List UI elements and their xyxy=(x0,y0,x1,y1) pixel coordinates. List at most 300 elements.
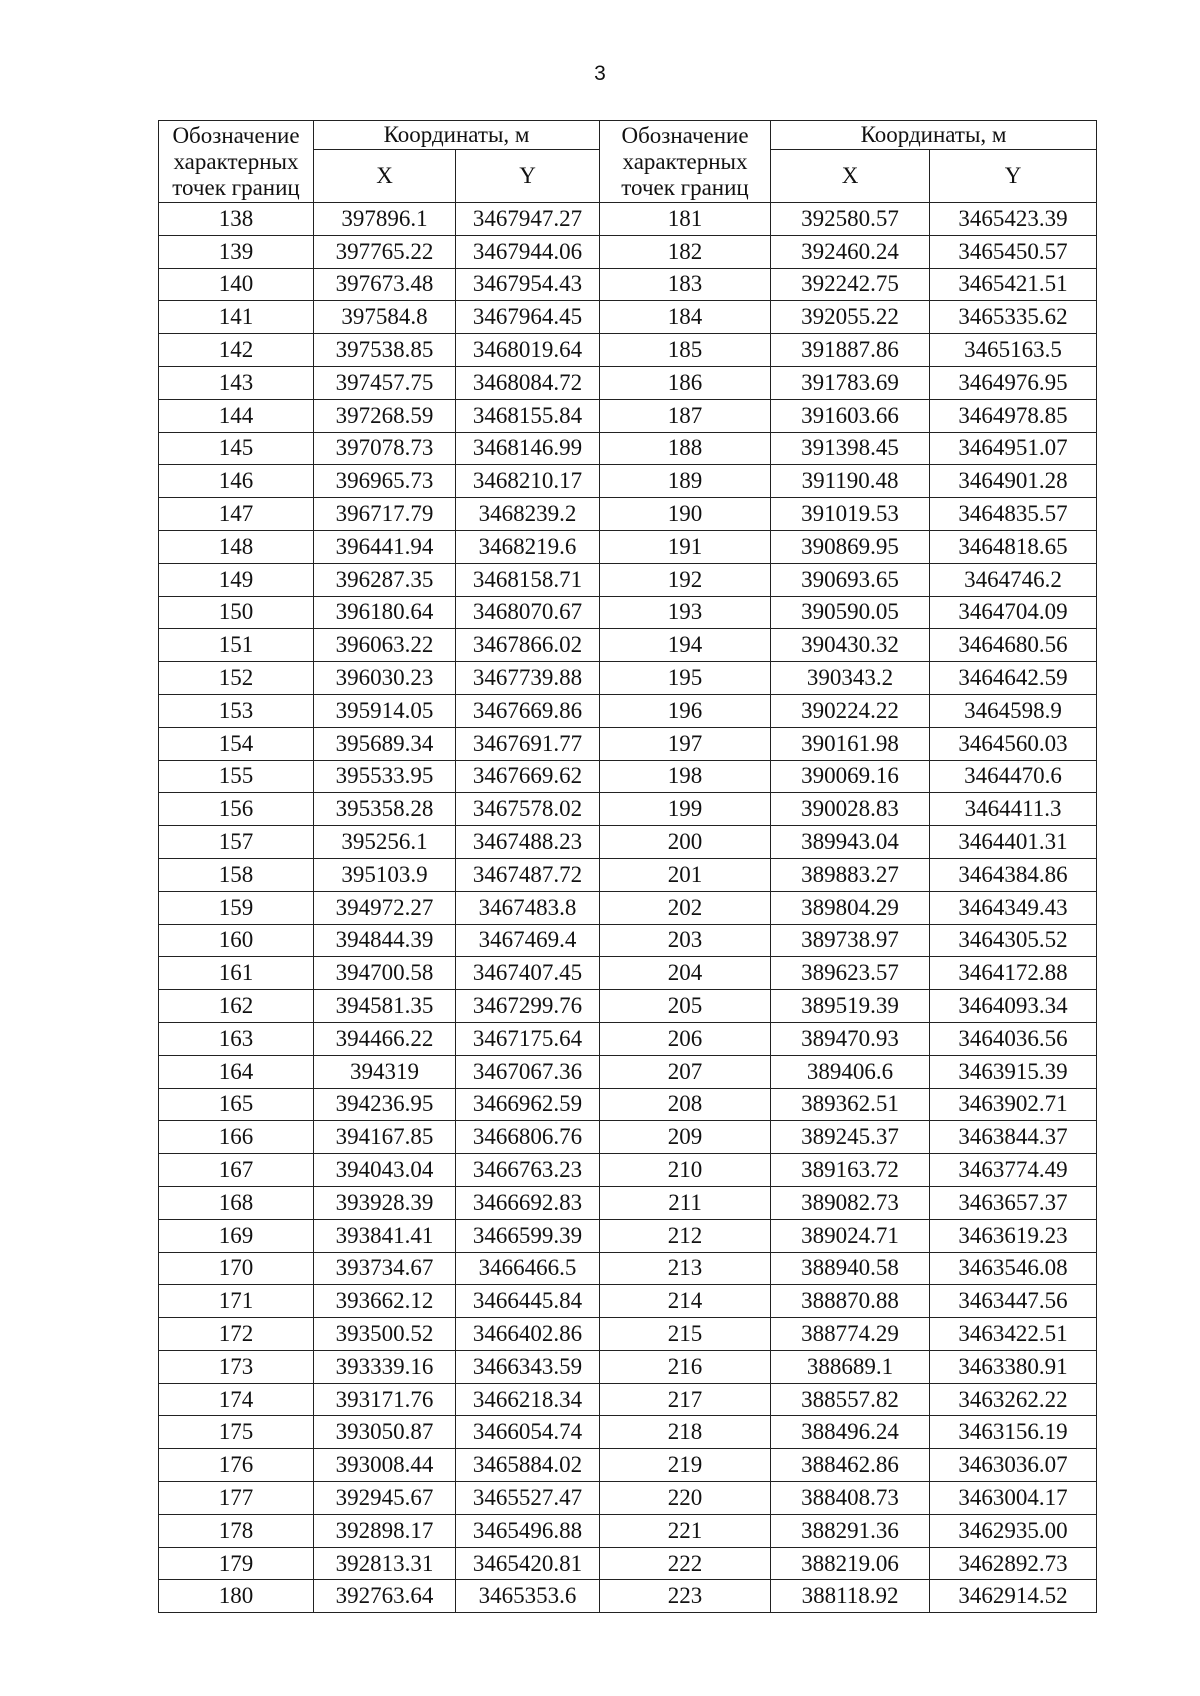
x-value-left: 393500.52 xyxy=(314,1318,456,1351)
point-id-left: 151 xyxy=(159,629,314,662)
table-header xyxy=(159,121,1097,203)
y-value-right: 3464642.59 xyxy=(930,662,1097,695)
x-value-right: 391398.45 xyxy=(771,432,930,465)
x-value-right: 388940.58 xyxy=(771,1252,930,1285)
x-value-right: 389362.51 xyxy=(771,1088,930,1121)
y-value-right: 3464470.6 xyxy=(930,760,1097,793)
table-row xyxy=(159,530,1097,563)
x-value-left: 396063.22 xyxy=(314,629,456,662)
point-id-right: 196 xyxy=(600,694,771,727)
y-value-left: 3465420.81 xyxy=(456,1547,600,1580)
x-value-left: 392898.17 xyxy=(314,1514,456,1547)
y-value-left: 3467578.02 xyxy=(456,793,600,826)
x-value-right: 392460.24 xyxy=(771,235,930,268)
point-id-left: 174 xyxy=(159,1383,314,1416)
x-value-left: 394043.04 xyxy=(314,1154,456,1187)
point-id-right: 209 xyxy=(600,1121,771,1154)
y-value-right: 3464401.31 xyxy=(930,826,1097,859)
table-row xyxy=(159,399,1097,432)
point-id-left: 153 xyxy=(159,694,314,727)
y-value-left: 3467669.62 xyxy=(456,760,600,793)
point-label-header-right: Обозначение характерных точек границ xyxy=(600,121,771,203)
table-row xyxy=(159,990,1097,1023)
point-id-left: 168 xyxy=(159,1186,314,1219)
y-value-right: 3462935.00 xyxy=(930,1514,1097,1547)
x-value-right: 390869.95 xyxy=(771,530,930,563)
point-id-left: 166 xyxy=(159,1121,314,1154)
x-value-right: 390069.16 xyxy=(771,760,930,793)
table-row xyxy=(159,1219,1097,1252)
point-id-left: 173 xyxy=(159,1350,314,1383)
x-value-right: 390590.05 xyxy=(771,596,930,629)
x-value-right: 389245.37 xyxy=(771,1121,930,1154)
x-value-right: 388118.92 xyxy=(771,1580,930,1613)
x-value-left: 397896.1 xyxy=(314,203,456,236)
y-value-left: 3467669.86 xyxy=(456,694,600,727)
table-row xyxy=(159,1022,1097,1055)
point-id-left: 160 xyxy=(159,924,314,957)
y-value-right: 3463844.37 xyxy=(930,1121,1097,1154)
y-value-right: 3463774.49 xyxy=(930,1154,1097,1187)
y-value-left: 3465884.02 xyxy=(456,1449,600,1482)
x-header-right: X xyxy=(771,150,930,203)
y-value-left: 3467487.72 xyxy=(456,858,600,891)
y-value-right: 3464901.28 xyxy=(930,465,1097,498)
y-value-right: 3465335.62 xyxy=(930,301,1097,334)
point-id-right: 183 xyxy=(600,268,771,301)
y-value-right: 3464093.34 xyxy=(930,990,1097,1023)
y-value-left: 3468155.84 xyxy=(456,399,600,432)
point-id-right: 192 xyxy=(600,563,771,596)
point-id-left: 144 xyxy=(159,399,314,432)
point-id-left: 156 xyxy=(159,793,314,826)
y-value-right: 3465423.39 xyxy=(930,203,1097,236)
table-row xyxy=(159,793,1097,826)
point-id-right: 219 xyxy=(600,1449,771,1482)
point-id-right: 211 xyxy=(600,1186,771,1219)
table-row xyxy=(159,1514,1097,1547)
table-row xyxy=(159,957,1097,990)
point-id-right: 215 xyxy=(600,1318,771,1351)
y-value-right: 3464978.85 xyxy=(930,399,1097,432)
y-value-right: 3463422.51 xyxy=(930,1318,1097,1351)
y-value-right: 3463380.91 xyxy=(930,1350,1097,1383)
y-value-left: 3467964.45 xyxy=(456,301,600,334)
y-header-right: Y xyxy=(930,150,1097,203)
x-header-left: X xyxy=(314,150,456,203)
y-header-left: Y xyxy=(456,150,600,203)
y-value-left: 3467067.36 xyxy=(456,1055,600,1088)
point-id-right: 190 xyxy=(600,498,771,531)
point-id-left: 167 xyxy=(159,1154,314,1187)
y-value-left: 3466599.39 xyxy=(456,1219,600,1252)
point-id-right: 216 xyxy=(600,1350,771,1383)
y-value-left: 3468084.72 xyxy=(456,366,600,399)
x-value-left: 394319 xyxy=(314,1055,456,1088)
point-id-right: 223 xyxy=(600,1580,771,1613)
x-value-left: 396180.64 xyxy=(314,596,456,629)
table-row xyxy=(159,1482,1097,1515)
point-id-right: 221 xyxy=(600,1514,771,1547)
y-value-right: 3462914.52 xyxy=(930,1580,1097,1613)
point-id-left: 143 xyxy=(159,366,314,399)
y-value-left: 3466962.59 xyxy=(456,1088,600,1121)
y-value-right: 3463902.71 xyxy=(930,1088,1097,1121)
y-value-right: 3464172.88 xyxy=(930,957,1097,990)
y-value-left: 3465527.47 xyxy=(456,1482,600,1515)
y-value-left: 3467739.88 xyxy=(456,662,600,695)
y-value-left: 3466445.84 xyxy=(456,1285,600,1318)
point-id-right: 185 xyxy=(600,334,771,367)
y-value-left: 3467691.77 xyxy=(456,727,600,760)
table-row xyxy=(159,366,1097,399)
y-value-left: 3467175.64 xyxy=(456,1022,600,1055)
y-value-right: 3464746.2 xyxy=(930,563,1097,596)
x-value-left: 395533.95 xyxy=(314,760,456,793)
point-id-left: 146 xyxy=(159,465,314,498)
x-value-left: 396717.79 xyxy=(314,498,456,531)
point-id-right: 194 xyxy=(600,629,771,662)
x-value-right: 389943.04 xyxy=(771,826,930,859)
y-value-right: 3464349.43 xyxy=(930,891,1097,924)
x-value-left: 393050.87 xyxy=(314,1416,456,1449)
table-row xyxy=(159,1350,1097,1383)
point-id-right: 191 xyxy=(600,530,771,563)
y-value-right: 3465421.51 xyxy=(930,268,1097,301)
point-id-left: 163 xyxy=(159,1022,314,1055)
point-id-left: 139 xyxy=(159,235,314,268)
point-id-right: 205 xyxy=(600,990,771,1023)
x-value-right: 388557.82 xyxy=(771,1383,930,1416)
x-value-right: 392242.75 xyxy=(771,268,930,301)
point-id-left: 155 xyxy=(159,760,314,793)
table-row xyxy=(159,268,1097,301)
point-id-left: 164 xyxy=(159,1055,314,1088)
y-value-left: 3467407.45 xyxy=(456,957,600,990)
x-value-left: 394844.39 xyxy=(314,924,456,957)
y-value-right: 3464036.56 xyxy=(930,1022,1097,1055)
point-id-right: 181 xyxy=(600,203,771,236)
table-row xyxy=(159,760,1097,793)
x-value-right: 392055.22 xyxy=(771,301,930,334)
point-id-left: 175 xyxy=(159,1416,314,1449)
point-id-left: 171 xyxy=(159,1285,314,1318)
table-row xyxy=(159,858,1097,891)
y-value-right: 3464305.52 xyxy=(930,924,1097,957)
point-id-left: 158 xyxy=(159,858,314,891)
x-value-left: 397673.48 xyxy=(314,268,456,301)
point-id-left: 141 xyxy=(159,301,314,334)
x-value-left: 393841.41 xyxy=(314,1219,456,1252)
y-value-right: 3464384.86 xyxy=(930,858,1097,891)
point-id-left: 140 xyxy=(159,268,314,301)
y-value-right: 3464818.65 xyxy=(930,530,1097,563)
y-value-left: 3466466.5 xyxy=(456,1252,600,1285)
y-value-left: 3467488.23 xyxy=(456,826,600,859)
x-value-right: 389804.29 xyxy=(771,891,930,924)
point-id-right: 206 xyxy=(600,1022,771,1055)
point-id-right: 208 xyxy=(600,1088,771,1121)
x-value-left: 397538.85 xyxy=(314,334,456,367)
x-value-left: 394700.58 xyxy=(314,957,456,990)
point-id-right: 199 xyxy=(600,793,771,826)
point-id-left: 138 xyxy=(159,203,314,236)
y-value-left: 3466343.59 xyxy=(456,1350,600,1383)
y-value-right: 3464411.3 xyxy=(930,793,1097,826)
x-value-left: 397765.22 xyxy=(314,235,456,268)
x-value-right: 388774.29 xyxy=(771,1318,930,1351)
point-id-left: 177 xyxy=(159,1482,314,1515)
table-row xyxy=(159,662,1097,695)
y-value-left: 3467299.76 xyxy=(456,990,600,1023)
table-row xyxy=(159,1547,1097,1580)
y-value-left: 3468019.64 xyxy=(456,334,600,367)
x-value-right: 392580.57 xyxy=(771,203,930,236)
x-value-left: 395689.34 xyxy=(314,727,456,760)
y-value-left: 3467483.8 xyxy=(456,891,600,924)
table-row xyxy=(159,498,1097,531)
x-value-left: 394236.95 xyxy=(314,1088,456,1121)
y-value-left: 3468239.2 xyxy=(456,498,600,531)
point-id-left: 149 xyxy=(159,563,314,596)
point-id-right: 213 xyxy=(600,1252,771,1285)
y-value-left: 3466806.76 xyxy=(456,1121,600,1154)
point-id-right: 193 xyxy=(600,596,771,629)
coords-header-left: Координаты, м xyxy=(314,121,600,150)
x-value-right: 389024.71 xyxy=(771,1219,930,1252)
y-value-right: 3465163.5 xyxy=(930,334,1097,367)
x-value-right: 391783.69 xyxy=(771,366,930,399)
point-id-right: 184 xyxy=(600,301,771,334)
point-id-left: 142 xyxy=(159,334,314,367)
x-value-left: 393928.39 xyxy=(314,1186,456,1219)
point-id-right: 207 xyxy=(600,1055,771,1088)
x-value-right: 390430.32 xyxy=(771,629,930,662)
x-value-right: 391887.86 xyxy=(771,334,930,367)
x-value-right: 389519.39 xyxy=(771,990,930,1023)
point-id-right: 212 xyxy=(600,1219,771,1252)
point-id-right: 198 xyxy=(600,760,771,793)
y-value-left: 3468146.99 xyxy=(456,432,600,465)
y-value-right: 3463156.19 xyxy=(930,1416,1097,1449)
point-id-left: 165 xyxy=(159,1088,314,1121)
table-row xyxy=(159,1088,1097,1121)
table-row xyxy=(159,629,1097,662)
point-id-right: 200 xyxy=(600,826,771,859)
x-value-right: 389470.93 xyxy=(771,1022,930,1055)
x-value-left: 397457.75 xyxy=(314,366,456,399)
y-value-right: 3463262.22 xyxy=(930,1383,1097,1416)
point-id-right: 188 xyxy=(600,432,771,465)
y-value-left: 3466763.23 xyxy=(456,1154,600,1187)
point-id-left: 150 xyxy=(159,596,314,629)
x-value-right: 388462.86 xyxy=(771,1449,930,1482)
point-id-right: 187 xyxy=(600,399,771,432)
point-id-right: 214 xyxy=(600,1285,771,1318)
point-id-left: 170 xyxy=(159,1252,314,1285)
x-value-right: 390028.83 xyxy=(771,793,930,826)
point-id-left: 162 xyxy=(159,990,314,1023)
x-value-left: 393171.76 xyxy=(314,1383,456,1416)
table-row xyxy=(159,1318,1097,1351)
x-value-right: 390161.98 xyxy=(771,727,930,760)
x-value-right: 389623.57 xyxy=(771,957,930,990)
x-value-right: 389406.6 xyxy=(771,1055,930,1088)
table-row xyxy=(159,727,1097,760)
y-value-left: 3468219.6 xyxy=(456,530,600,563)
table-row xyxy=(159,1449,1097,1482)
x-value-right: 390693.65 xyxy=(771,563,930,596)
y-value-right: 3464598.9 xyxy=(930,694,1097,727)
x-value-right: 388219.06 xyxy=(771,1547,930,1580)
x-value-left: 396441.94 xyxy=(314,530,456,563)
y-value-left: 3468158.71 xyxy=(456,563,600,596)
point-id-left: 152 xyxy=(159,662,314,695)
y-value-right: 3464704.09 xyxy=(930,596,1097,629)
y-value-right: 3464560.03 xyxy=(930,727,1097,760)
y-value-right: 3463915.39 xyxy=(930,1055,1097,1088)
y-value-left: 3467866.02 xyxy=(456,629,600,662)
y-value-right: 3464680.56 xyxy=(930,629,1097,662)
table-row xyxy=(159,1580,1097,1613)
y-value-left: 3466218.34 xyxy=(456,1383,600,1416)
x-value-right: 391603.66 xyxy=(771,399,930,432)
point-id-right: 195 xyxy=(600,662,771,695)
table-row xyxy=(159,694,1097,727)
table-row xyxy=(159,1186,1097,1219)
y-value-left: 3465496.88 xyxy=(456,1514,600,1547)
table-row xyxy=(159,1285,1097,1318)
x-value-left: 397584.8 xyxy=(314,301,456,334)
point-id-right: 204 xyxy=(600,957,771,990)
point-id-left: 148 xyxy=(159,530,314,563)
y-value-left: 3468210.17 xyxy=(456,465,600,498)
y-value-left: 3466692.83 xyxy=(456,1186,600,1219)
x-value-right: 389738.97 xyxy=(771,924,930,957)
y-value-left: 3466402.86 xyxy=(456,1318,600,1351)
table-row xyxy=(159,203,1097,236)
table-row xyxy=(159,596,1097,629)
x-value-left: 392813.31 xyxy=(314,1547,456,1580)
y-value-left: 3467469.4 xyxy=(456,924,600,957)
x-value-right: 388496.24 xyxy=(771,1416,930,1449)
x-value-right: 388870.88 xyxy=(771,1285,930,1318)
point-id-right: 189 xyxy=(600,465,771,498)
point-id-left: 176 xyxy=(159,1449,314,1482)
coordinates-table xyxy=(158,120,1097,1613)
y-value-right: 3465450.57 xyxy=(930,235,1097,268)
x-value-left: 392945.67 xyxy=(314,1482,456,1515)
y-value-right: 3464951.07 xyxy=(930,432,1097,465)
y-value-right: 3463657.37 xyxy=(930,1186,1097,1219)
x-value-left: 393662.12 xyxy=(314,1285,456,1318)
x-value-left: 395358.28 xyxy=(314,793,456,826)
point-id-right: 201 xyxy=(600,858,771,891)
point-id-right: 197 xyxy=(600,727,771,760)
y-value-left: 3465353.6 xyxy=(456,1580,600,1613)
point-id-left: 157 xyxy=(159,826,314,859)
point-id-right: 210 xyxy=(600,1154,771,1187)
table-row xyxy=(159,1416,1097,1449)
page-number: 3 xyxy=(594,62,606,85)
point-id-left: 179 xyxy=(159,1547,314,1580)
x-value-left: 392763.64 xyxy=(314,1580,456,1613)
y-value-right: 3463004.17 xyxy=(930,1482,1097,1515)
table-row xyxy=(159,1121,1097,1154)
x-value-right: 389883.27 xyxy=(771,858,930,891)
table-row xyxy=(159,465,1097,498)
table-row xyxy=(159,1154,1097,1187)
x-value-right: 389082.73 xyxy=(771,1186,930,1219)
x-value-left: 397268.59 xyxy=(314,399,456,432)
x-value-left: 393008.44 xyxy=(314,1449,456,1482)
point-label-header-left: Обозначение характерных точек границ xyxy=(159,121,314,203)
table-row xyxy=(159,563,1097,596)
point-id-right: 203 xyxy=(600,924,771,957)
y-value-right: 3463619.23 xyxy=(930,1219,1097,1252)
x-value-right: 390343.2 xyxy=(771,662,930,695)
x-value-left: 397078.73 xyxy=(314,432,456,465)
point-id-left: 147 xyxy=(159,498,314,531)
x-value-right: 388689.1 xyxy=(771,1350,930,1383)
table-row xyxy=(159,301,1097,334)
y-value-right: 3463447.56 xyxy=(930,1285,1097,1318)
table-body xyxy=(159,203,1097,1613)
x-value-right: 389163.72 xyxy=(771,1154,930,1187)
table-row xyxy=(159,432,1097,465)
table-row xyxy=(159,891,1097,924)
x-value-left: 396287.35 xyxy=(314,563,456,596)
point-id-right: 202 xyxy=(600,891,771,924)
y-value-right: 3462892.73 xyxy=(930,1547,1097,1580)
y-value-right: 3463036.07 xyxy=(930,1449,1097,1482)
x-value-left: 394466.22 xyxy=(314,1022,456,1055)
x-value-left: 396030.23 xyxy=(314,662,456,695)
coords-header-right: Координаты, м xyxy=(771,121,1097,150)
y-value-left: 3468070.67 xyxy=(456,596,600,629)
table-row xyxy=(159,334,1097,367)
y-value-left: 3466054.74 xyxy=(456,1416,600,1449)
x-value-left: 395914.05 xyxy=(314,694,456,727)
x-value-left: 395256.1 xyxy=(314,826,456,859)
point-id-right: 186 xyxy=(600,366,771,399)
point-id-left: 145 xyxy=(159,432,314,465)
table-row xyxy=(159,826,1097,859)
point-id-right: 217 xyxy=(600,1383,771,1416)
y-value-right: 3464976.95 xyxy=(930,366,1097,399)
y-value-right: 3464835.57 xyxy=(930,498,1097,531)
x-value-left: 395103.9 xyxy=(314,858,456,891)
x-value-left: 394972.27 xyxy=(314,891,456,924)
y-value-left: 3467947.27 xyxy=(456,203,600,236)
x-value-right: 388291.36 xyxy=(771,1514,930,1547)
x-value-left: 394581.35 xyxy=(314,990,456,1023)
y-value-right: 3463546.08 xyxy=(930,1252,1097,1285)
point-id-left: 169 xyxy=(159,1219,314,1252)
table-row xyxy=(159,1383,1097,1416)
point-id-left: 159 xyxy=(159,891,314,924)
point-id-right: 220 xyxy=(600,1482,771,1515)
x-value-right: 388408.73 xyxy=(771,1482,930,1515)
point-id-right: 222 xyxy=(600,1547,771,1580)
point-id-left: 178 xyxy=(159,1514,314,1547)
point-id-left: 172 xyxy=(159,1318,314,1351)
table-row xyxy=(159,1252,1097,1285)
point-id-left: 154 xyxy=(159,727,314,760)
point-id-right: 182 xyxy=(600,235,771,268)
table-row xyxy=(159,924,1097,957)
x-value-left: 393339.16 xyxy=(314,1350,456,1383)
